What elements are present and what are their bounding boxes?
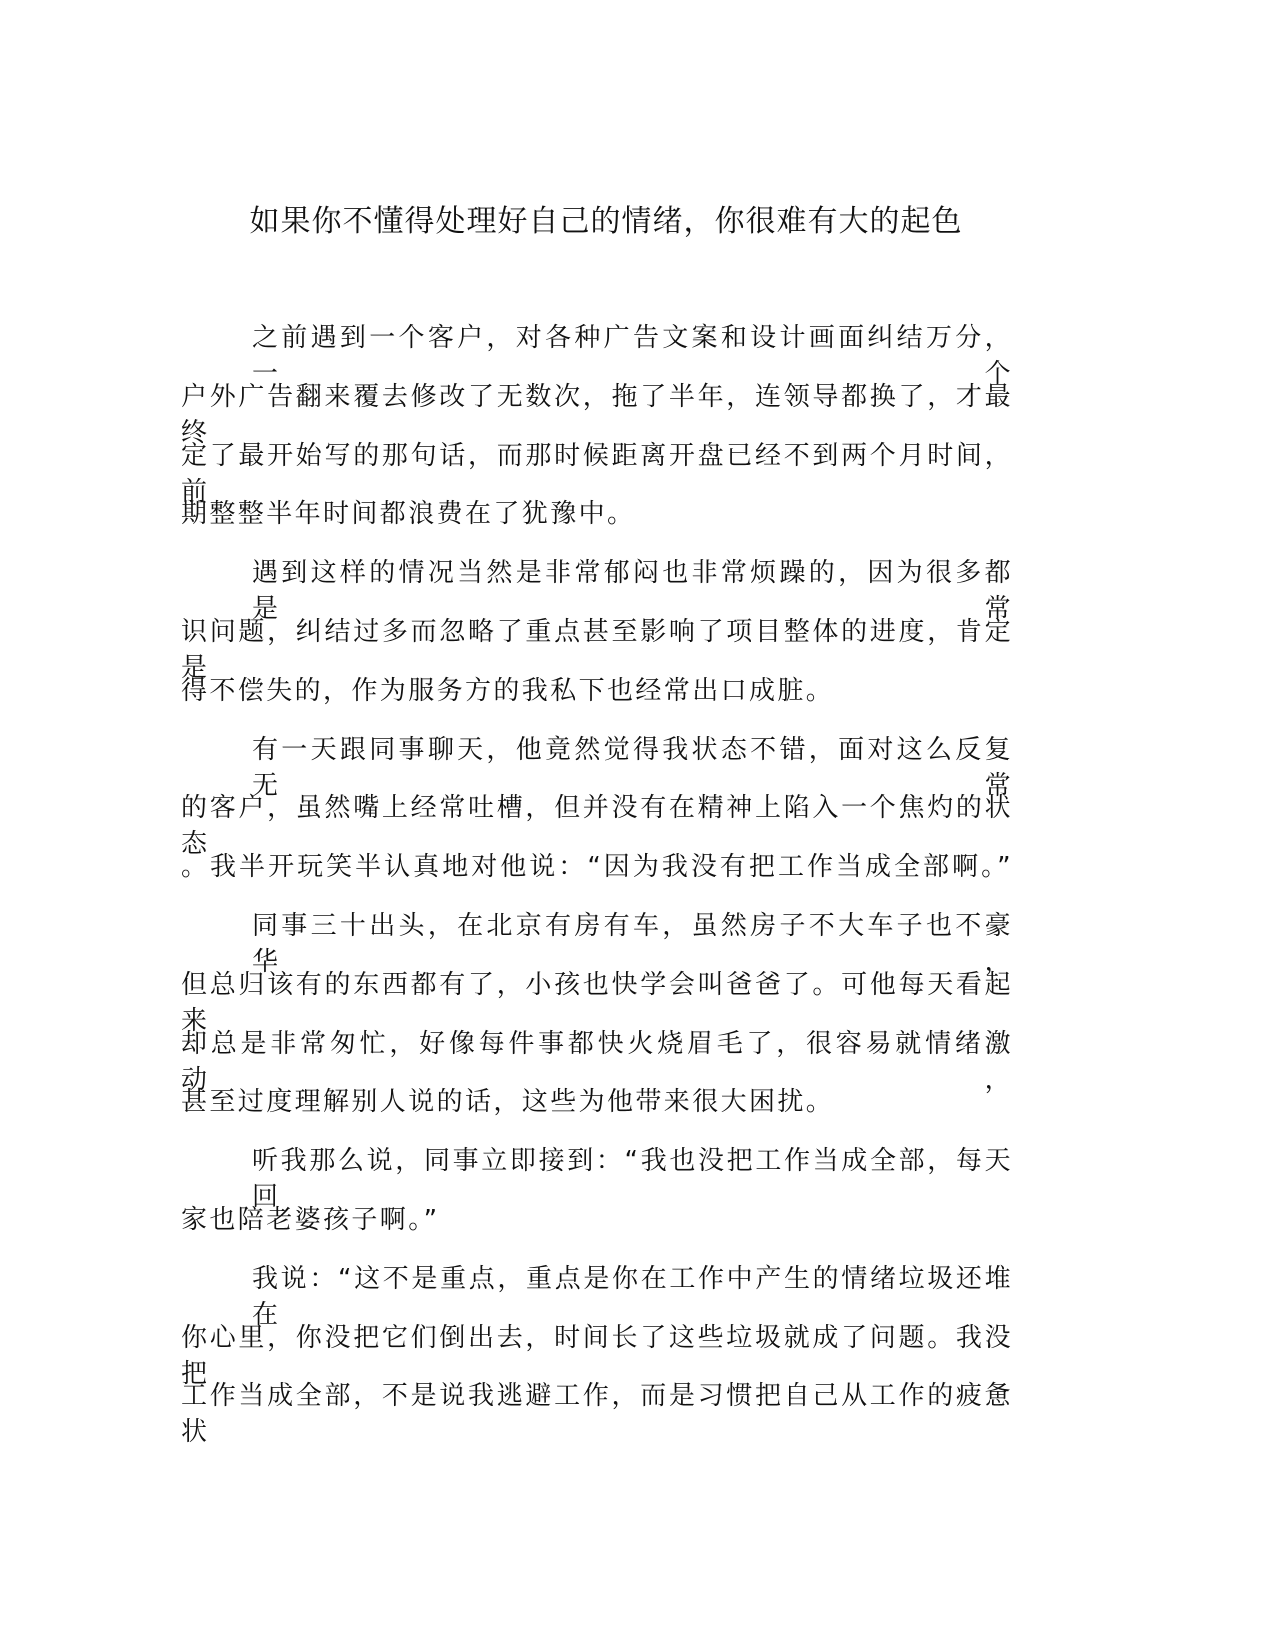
text-line: 户外广告翻来覆去修改了无数次，拖了半年，连领导都换了，才最终 — [181, 381, 1013, 448]
text-line: 家也陪老婆孩子啊。” — [181, 1204, 440, 1235]
document-body — [181, 320, 1013, 1448]
text-line: 识问题，纠结过多而忽略了重点甚至影响了项目整体的进度，肯定是 — [181, 616, 1013, 683]
text-line: 工作当成全部，不是说我逃避工作，而是习惯把自己从工作的疲惫状 — [181, 1381, 1013, 1448]
text-line: 但总归该有的东西都有了，小孩也快学会叫爸爸了。可他每天看起来 — [181, 969, 1013, 1036]
document-title: 如果你不懂得处理好自己的情绪，你很难有大的起色 — [249, 204, 963, 239]
text-line: 却总是非常匆忙，好像每件事都快火烧眉毛了，很容易就情绪激动， — [181, 1028, 1013, 1095]
text-line: 你心里，你没把它们倒出去，时间长了这些垃圾就成了问题。我没把 — [181, 1322, 1013, 1389]
text-line: 我说：“这不是重点，重点是你在工作中产生的情绪垃圾还堆在 — [252, 1263, 1013, 1330]
text-line: 定了最开始写的那句话，而那时候距离开盘已经不到两个月时间，前 — [181, 440, 1013, 507]
text-line: 遇到这样的情况当然是非常郁闷也非常烦躁的，因为很多都是常 — [252, 558, 1013, 625]
text-line: 得不偿失的，作为服务方的我私下也经常出口成脏。 — [181, 675, 835, 706]
text-line: 听我那么说，同事立即接到：“我也没把工作当成全部，每天回 — [252, 1146, 1013, 1213]
text-line: 有一天跟同事聊天，他竟然觉得我状态不错，面对这么反复无常 — [252, 734, 1013, 801]
text-line: 甚至过度理解别人说的话，这些为他带来很大困扰。 — [181, 1087, 835, 1118]
text-line: 之前遇到一个客户，对各种广告文案和设计画面纠结万分，一个 — [252, 323, 1013, 389]
text-line: 的客户，虽然嘴上经常吐槽，但并没有在精神上陷入一个焦灼的状态 — [181, 793, 1013, 860]
text-line: 同事三十出头，在北京有房有车，虽然房子不大车子也不豪华， — [252, 910, 1013, 977]
text-line: 。我半开玩笑半认真地对他说：“因为我没有把工作当成全部啊。” — [181, 852, 1013, 883]
text-line: 期整整半年时间都浪费在了犹豫中。 — [181, 499, 636, 530]
